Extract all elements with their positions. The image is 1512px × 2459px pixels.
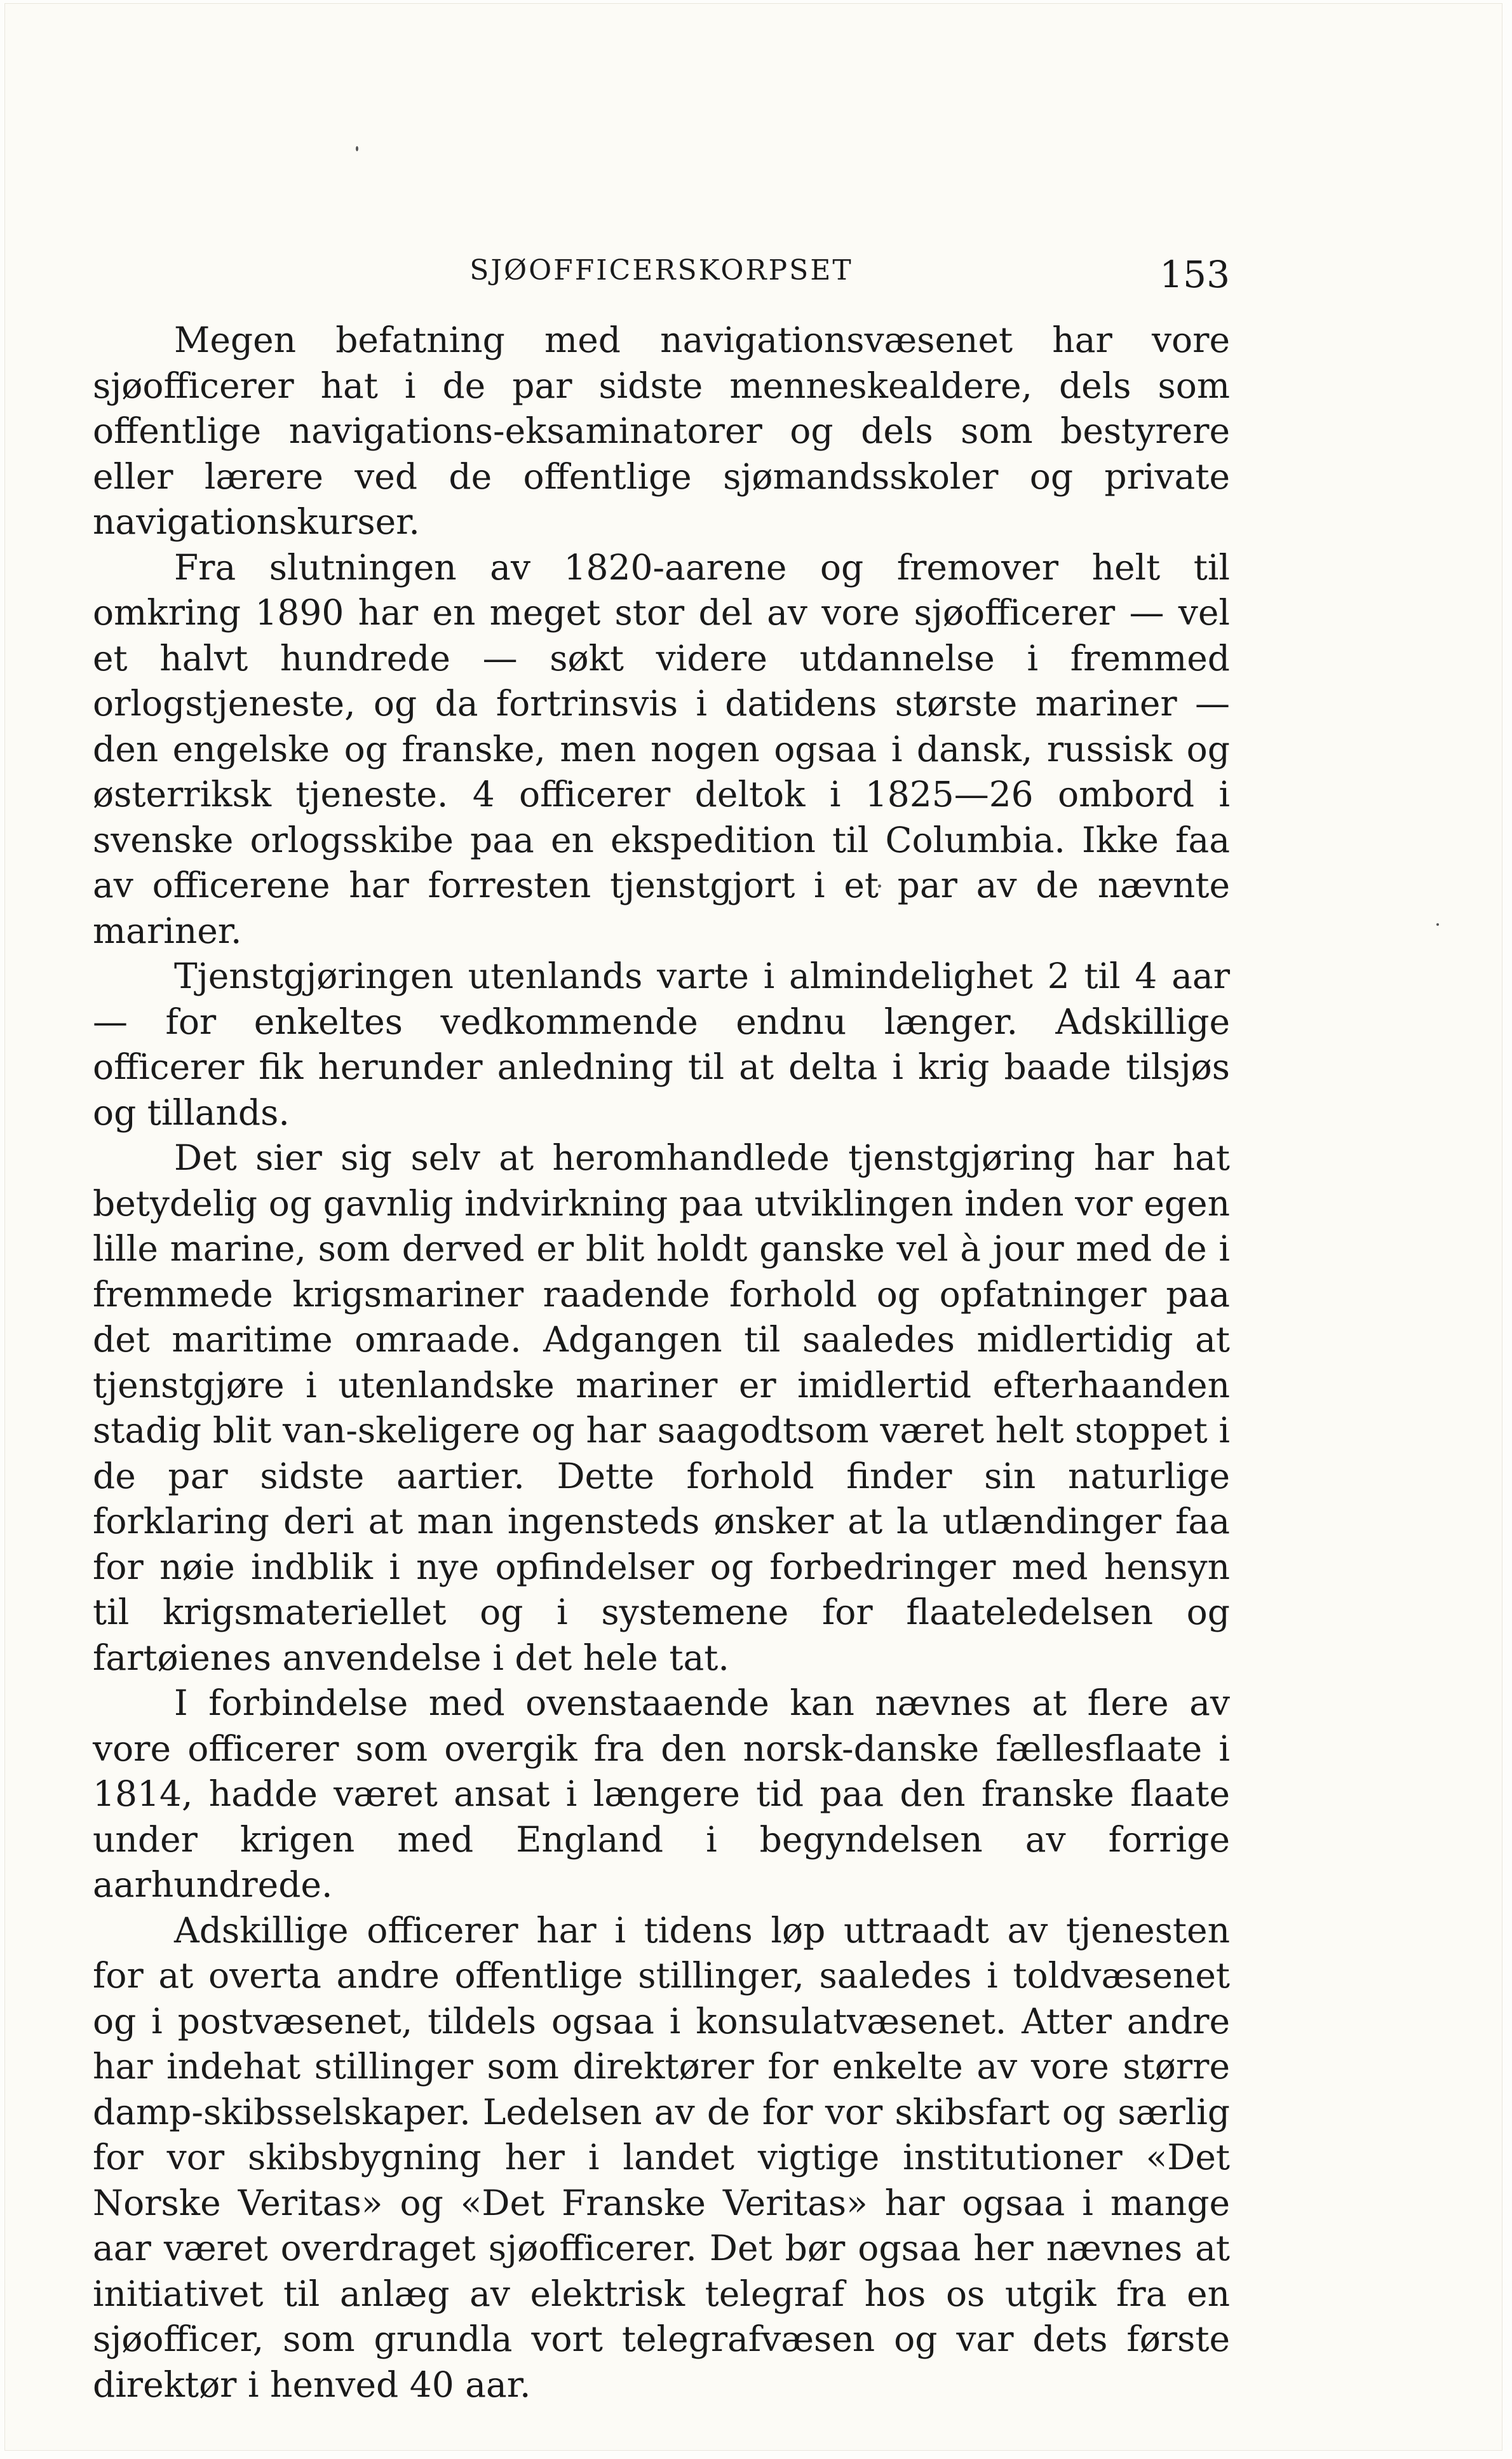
- paragraph: Tjenstgjøringen utenlands varte i almindelighet 2 til 4 aar — for enkeltes vedkommende endnu længer. Adskillige officerer fik herunder anledning til at delta i krig baade tilsjøs og tillands.: [93, 956, 1230, 1133]
- running-title: SJØOFFICERSKORPSET: [469, 254, 853, 287]
- paragraph: Adskillige officerer har i tidens løp uttraadt av tjenesten for at overta andre offentlige stillinger, saaledes i toldvæsenet og i postvæsenet, tildels ogsaa i konsulatvæsenet. Atter andre har indehat stillinger som direktører for enkelte av vore større damp-skibsselskaper. Ledelsen av de for vor skibsfart og særlig for vor skibsbygning her i landet vigtige institutioner «Det Norske Veritas» og «Det Franske Veritas» har ogsaa i mange aar været overdraget sjøofficerer. Det bør ogsaa her nævnes at initiativet til anlæg av elektrisk telegraf hos os utgik fra en sjøofficer, som grundla vort telegrafvæsen og var dets første direktør i henved 40 aar.: [93, 1909, 1230, 2405]
- paragraph: Det sier sig selv at heromhandlede tjenstgjøring har hat betydelig og gavnlig indvirkning paa utviklingen inden vor egen lille marine, som derved er blit holdt ganske vel à jour med de i fremmede krigsmariner raadende forhold og opfatninger paa det maritime omraade. Adgangen til saaledes midlertidig at tjenstgjøre i utenlandske mariner er imidlertid efterhaanden stadig blit van-skeligere og har saagodtsom været helt stoppet i de par sidste aartier. Dette forhold finder sin naturlige forklaring deri at man ingensteds ønsker at la utlændinger faa for nøie indblik i nye opfindelser og forbedringer med hensyn til krigsmateriellet og i systemene for flaateledelsen og fartøienes anvendelse i det hele tat.: [93, 1137, 1230, 1678]
- body-text: [93, 318, 1230, 2408]
- page-number: 153: [1159, 253, 1230, 296]
- paragraph: Megen befatning med navigationsvæsenet har vore sjøofficerer hat i de par sidste menneskealdere, dels som offentlige navigations-eksaminatorer og dels som bestyrere eller lærere ved de offentlige sjømandsskoler og private navigationskurser.: [93, 320, 1230, 542]
- paragraph: Fra slutningen av 1820-aarene og fremover helt til omkring 1890 har en meget stor del av vore sjøofficerer — vel et halvt hundrede — søkt videre utdannelse i fremmed orlogstjeneste, og da fortrinsvis i datidens største mariner — den engelske og franske, men nogen ogsaa i dansk, russisk og østerriksk tjeneste. 4 officerer deltok i 1825—26 ombord i svenske orlogsskibe paa en ekspedition til Columbia. Ikke faa av officerene har forresten tjenstgjort i et par av de nævnte mariner.: [93, 546, 1230, 951]
- print-speck: [1436, 923, 1439, 926]
- running-head: [93, 249, 1230, 294]
- print-speck: [356, 146, 358, 151]
- paragraph: I forbindelse med ovenstaaende kan nævnes at flere av vore officerer som overgik fra den norsk-danske fællesflaate i 1814, hadde været ansat i længere tid paa den franske flaate under krigen med England i begyndelsen av forrige aarhundrede.: [93, 1683, 1230, 1905]
